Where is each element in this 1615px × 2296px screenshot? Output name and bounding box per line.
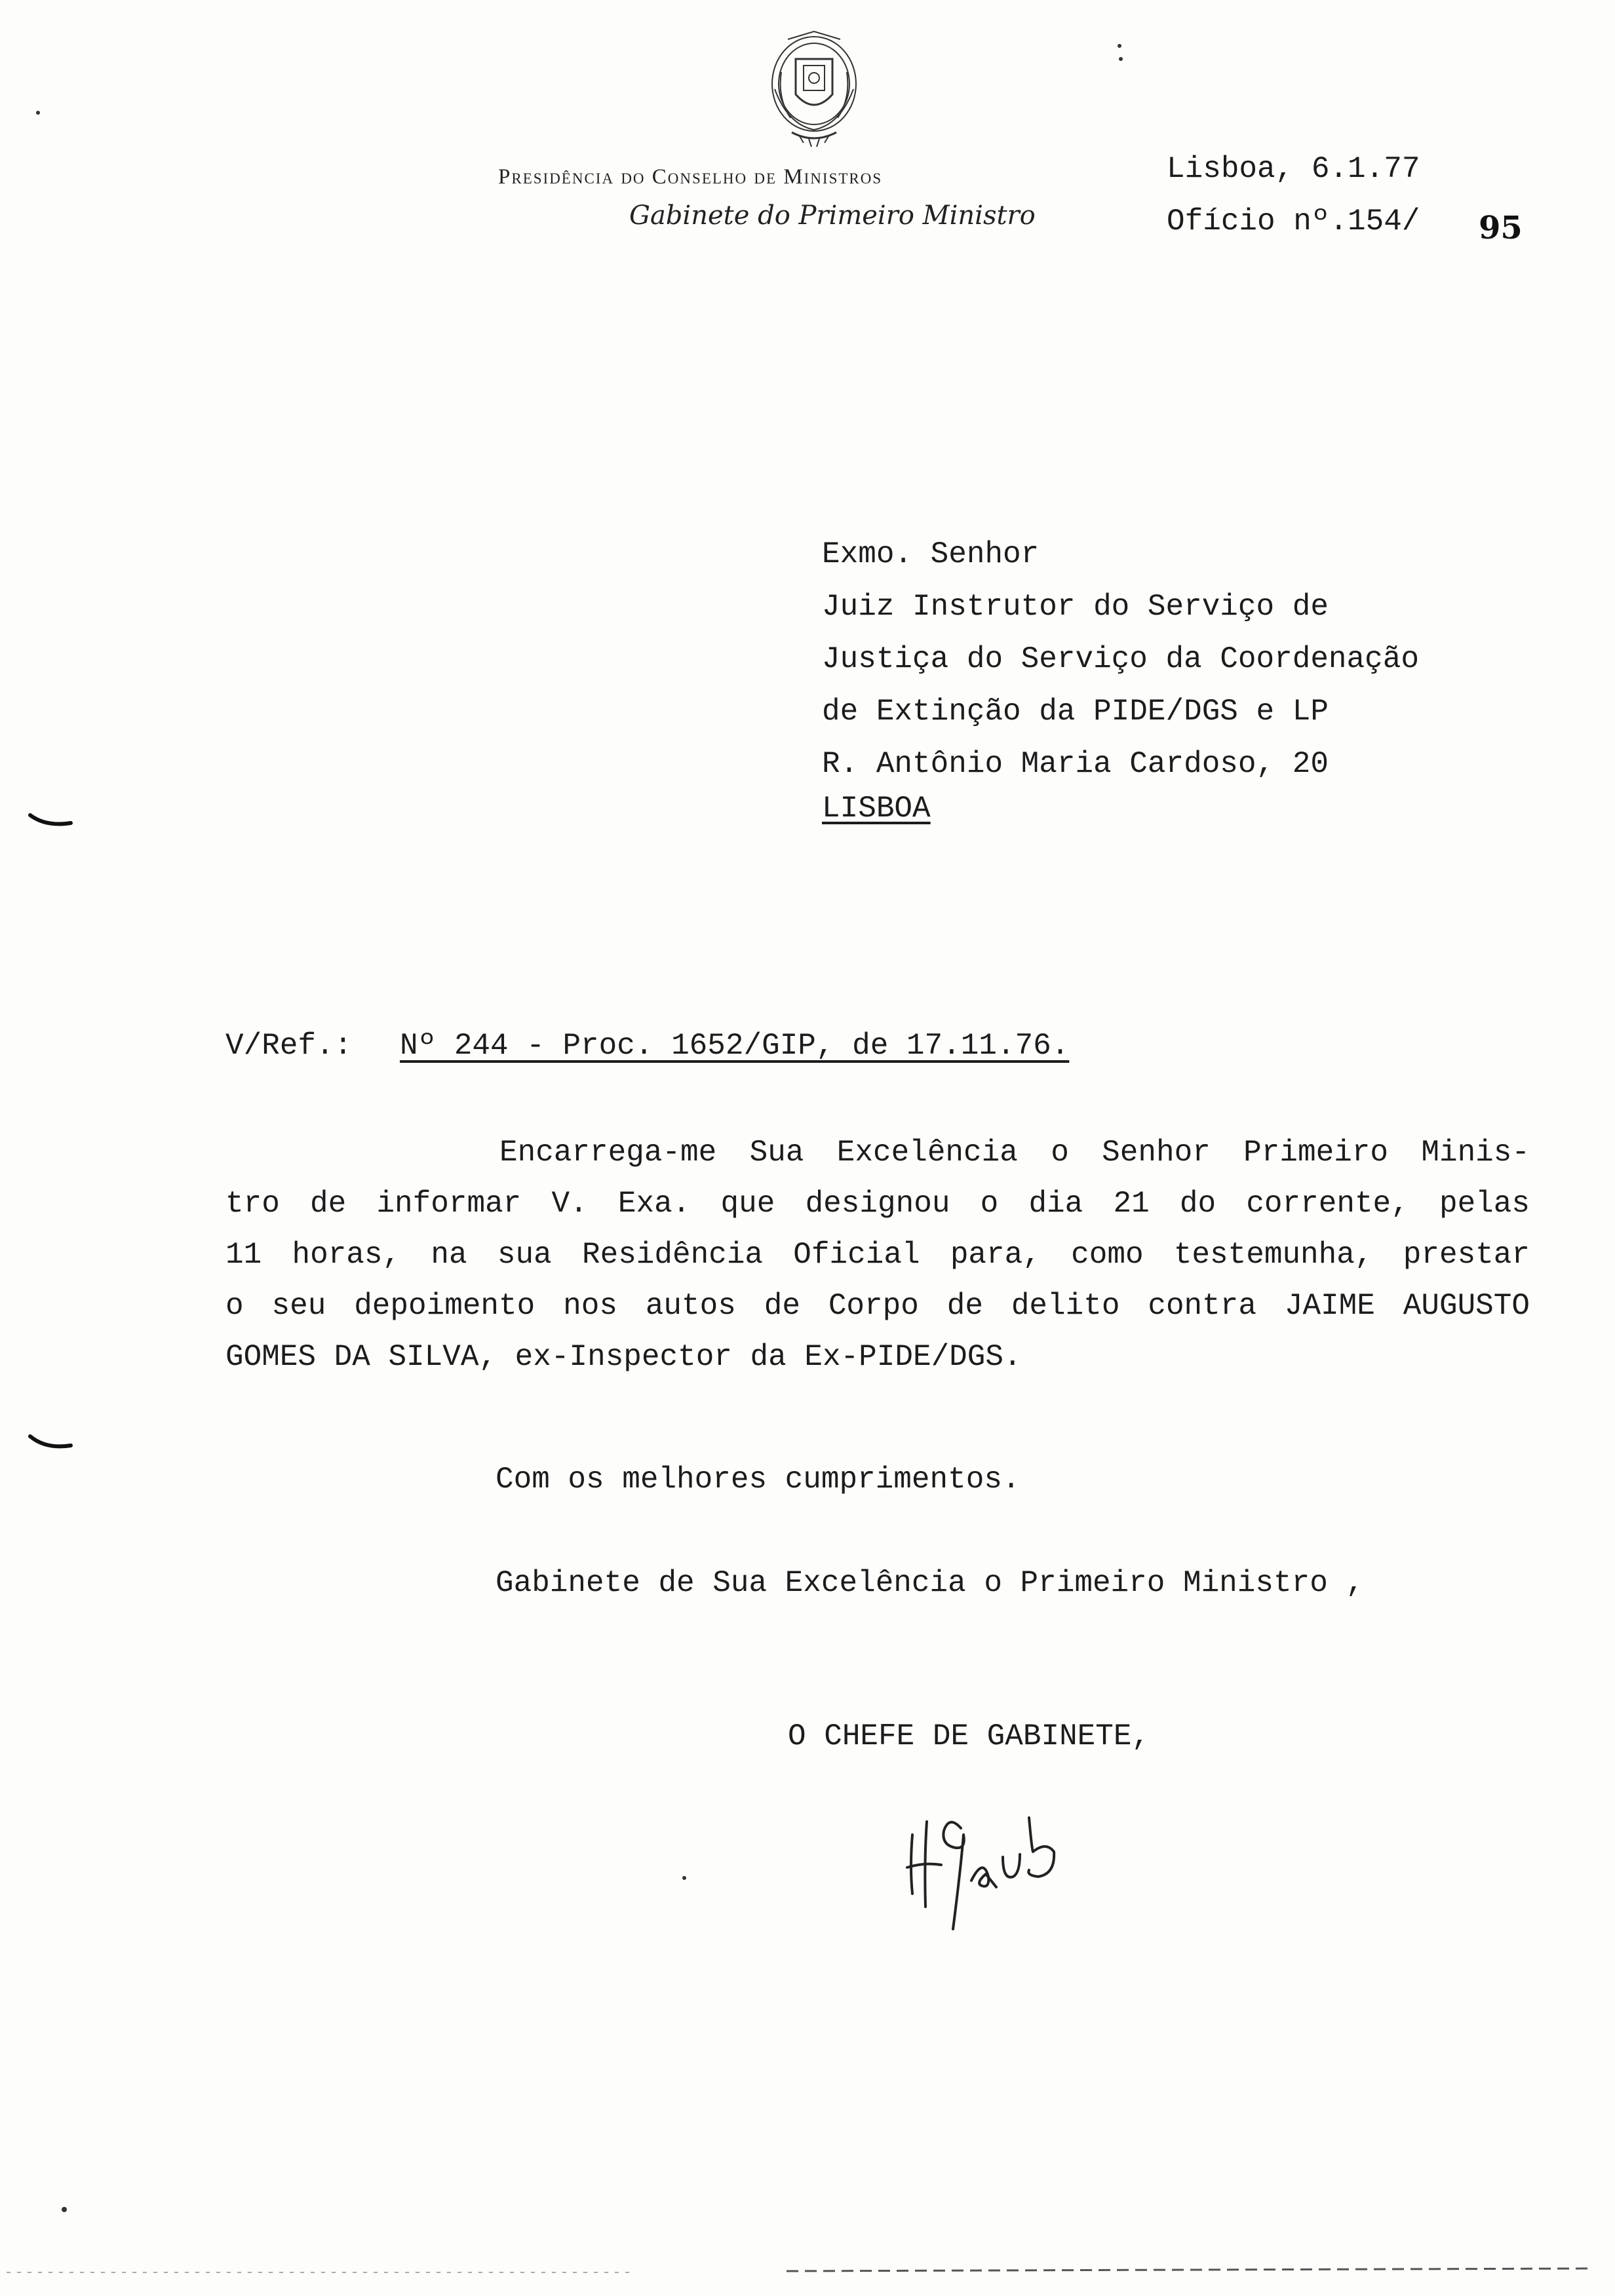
addressee-block <box>822 528 1419 790</box>
body-line: o seu depoimento nos autos de Corpo de delito contra JAIME AUGUSTO <box>225 1289 1530 1323</box>
institution-name: Presidência do Conselho de Ministros <box>498 165 883 189</box>
addressee-line: de Extinção da PIDE/DGS e LP <box>822 695 1329 729</box>
addressee-line: Juiz Instrutor do Serviço de <box>822 590 1329 624</box>
handwritten-signature-icon <box>898 1789 1075 1933</box>
body-line: Encarrega-me Sua Excelência o Senhor Primeiro Minis- <box>499 1136 1530 1170</box>
addressee-line: Exmo. Senhor <box>822 537 1040 571</box>
letter-date: Lisboa, 6.1.77 <box>1167 152 1420 186</box>
body-line: GOMES DA SILVA, ex-Inspector da Ex-PIDE/DGS. <box>225 1340 1022 1374</box>
addressee-line: R. Antônio Maria Cardoso, 20 <box>822 747 1329 781</box>
body-line: 11 horas, na sua Residência Oficial para, como testemunha, prestar <box>225 1238 1530 1272</box>
coat-of-arms-icon <box>762 26 866 151</box>
body-line: tro de informar V. Exa. que designou o dia 21 do corrente, pelas <box>225 1187 1530 1221</box>
addressee-line: Justiça do Serviço da Coordenação <box>822 642 1419 676</box>
department-name: Gabinete do Primeiro Ministro <box>629 201 1036 231</box>
closing-greeting: Com os melhores cumprimentos. <box>496 1463 1021 1497</box>
page-number: 95 <box>1479 210 1523 246</box>
reference-label: V/Ref.: <box>225 1029 353 1063</box>
body-paragraph <box>225 1127 1530 1383</box>
signer-title: O CHEFE DE GABINETE, <box>788 1719 1150 1753</box>
addressee-city: LISBOA <box>822 792 931 826</box>
office-reference: Ofício nº.154/ <box>1167 204 1420 239</box>
cabinet-line: Gabinete de Sua Excelência o Primeiro Ministro , <box>496 1566 1365 1600</box>
reference-value: Nº 244 - Proc. 1652/GIP, de 17.11.76. <box>400 1029 1070 1063</box>
